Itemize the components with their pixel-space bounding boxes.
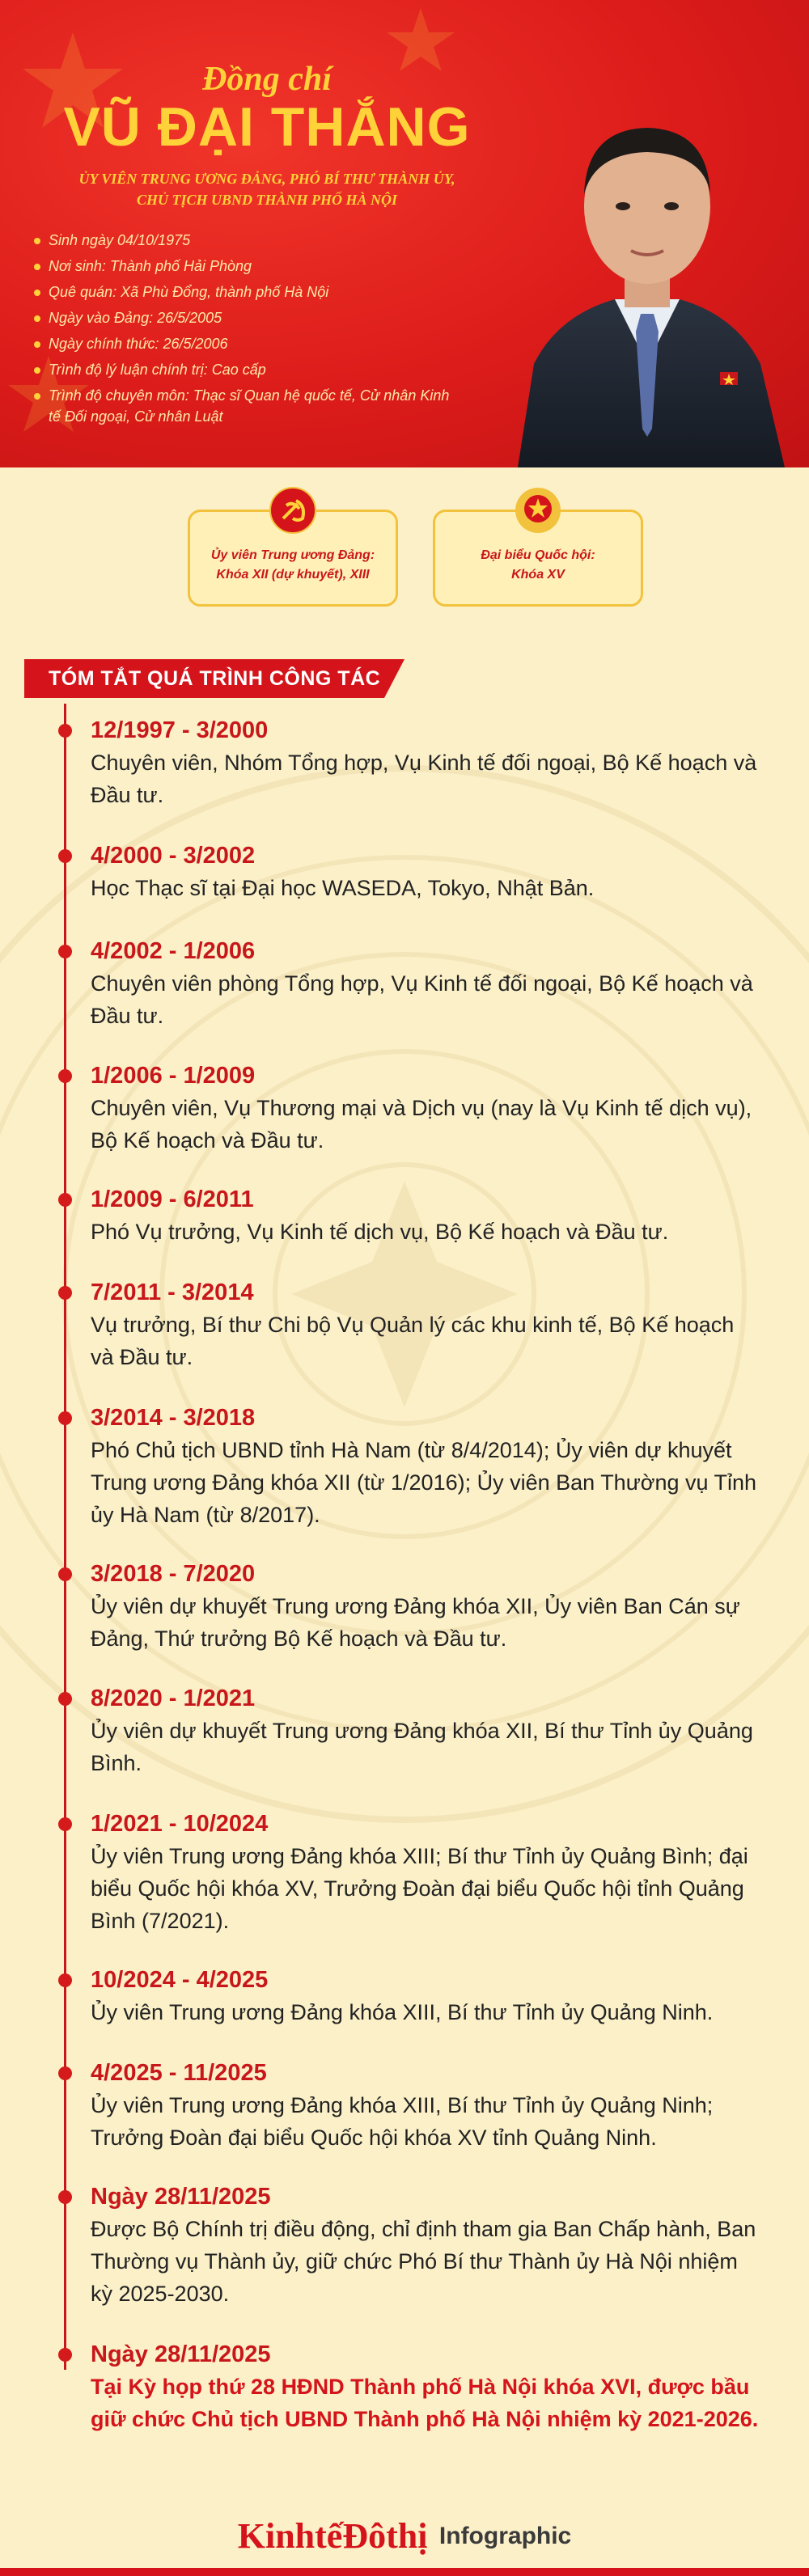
position-title xyxy=(0,168,534,210)
timeline-date: 4/2000 - 3/2002 xyxy=(91,843,256,869)
timeline-date: 12/1997 - 3/2000 xyxy=(91,717,269,743)
national-emblem-icon xyxy=(514,486,562,535)
timeline-description: Được Bộ Chính trị điều động, chỉ định tham gia Ban Chấp hành, Ban Thường vụ Thành ủy, giữ chức Phó Bí thư Thành ủy Hà Nội nhiệm kỳ 2025-2030. xyxy=(91,2217,756,2306)
timeline-dot xyxy=(58,1193,72,1207)
footer xyxy=(0,2515,809,2564)
timeline-dot xyxy=(58,1817,72,1831)
timeline-dot xyxy=(58,1411,72,1425)
profile-header xyxy=(0,0,809,467)
timeline-description: Ủy viên Trung ương Đảng khóa XIII, Bí thư Tỉnh ủy Quảng Ninh. xyxy=(91,2000,714,2024)
timeline-dot xyxy=(58,1692,72,1706)
timeline-description: Vụ trưởng, Bí thư Chi bộ Vụ Quản lý các khu kinh tế, Bộ Kế hoạch và Đầu tư. xyxy=(91,1313,735,1369)
timeline-description: Học Thạc sĩ tại Đại học WASEDA, Tokyo, Nhật Bản. xyxy=(91,876,595,900)
national-assembly-text xyxy=(435,546,641,585)
timeline-description: Ủy viên Trung ương Đảng khóa XIII, Bí thư Tỉnh ủy Quảng Ninh; Trưởng Đoàn đại biểu Quốc hội khóa XV tỉnh Quảng Ninh. xyxy=(91,2093,714,2150)
portrait-photo xyxy=(485,57,809,467)
infographic-label: Infographic xyxy=(438,2522,572,2549)
timeline-dot xyxy=(58,2190,72,2204)
central-committee-terms: Khóa XII (dự khuyết), XIII xyxy=(216,568,370,582)
career-summary-title: TÓM TẮT QUÁ TRÌNH CÔNG TÁC xyxy=(49,667,381,690)
timeline-dot xyxy=(58,1567,72,1581)
fact-official-date: Ngày chính thức: 26/5/2006 xyxy=(32,333,453,354)
timeline-dot xyxy=(58,1069,72,1083)
fact-birthplace: Nơi sinh: Thành phố Hải Phòng xyxy=(32,256,453,277)
timeline-description: Ủy viên Trung ương Đảng khóa XIII; Bí thư Tỉnh ủy Quảng Bình; đại biểu Quốc hội khóa XV, Trưởng Đoàn đại biểu Quốc hội tỉnh Quảng Bình (7/2021). xyxy=(91,1844,748,1933)
party-emblem-icon xyxy=(269,486,317,535)
timeline-description-highlight: Tại Kỳ họp thứ 28 HĐND Thành phố Hà Nội khóa XVI, được bầu giữ chức Chủ tịch UBND Thành phố Hà Nội nhiệm kỳ 2021-2026. xyxy=(91,2375,759,2431)
fact-birthdate: Sinh ngày 04/10/1975 xyxy=(32,230,453,251)
timeline-date: 7/2011 - 3/2014 xyxy=(91,1280,254,1305)
timeline-dot xyxy=(58,2348,72,2362)
position-line-2: CHỦ TỊCH UBND THÀNH PHỐ HÀ NỘI xyxy=(136,192,398,208)
national-assembly-badge xyxy=(433,510,643,607)
timeline-date: 3/2014 - 3/2018 xyxy=(91,1405,256,1431)
bottom-bar xyxy=(0,2568,809,2576)
timeline-date: 1/2021 - 10/2024 xyxy=(91,1811,269,1837)
fact-hometown: Quê quán: Xã Phù Đổng, thành phố Hà Nội xyxy=(32,281,453,302)
timeline-description: Chuyên viên, Vụ Thương mại và Dịch vụ (nay là Vụ Kinh tế dịch vụ), Bộ Kế hoạch và Đầu tư. xyxy=(91,1096,752,1153)
bio-facts-list xyxy=(32,230,453,432)
central-committee-label: Ủy viên Trung ương Đảng: xyxy=(210,548,375,562)
honorific: Đồng chí xyxy=(202,61,332,98)
timeline-dot xyxy=(58,849,72,863)
fact-party-join-date: Ngày vào Đảng: 26/5/2005 xyxy=(32,307,453,328)
person-name: VŨ ĐẠI THẮNG xyxy=(63,96,471,158)
national-assembly-term: Khóa XV xyxy=(511,568,565,582)
timeline-date: 3/2018 - 7/2020 xyxy=(91,1561,256,1587)
timeline-description: Ủy viên dự khuyết Trung ương Đảng khóa XII, Ủy viên Ban Cán sự Đảng, Thứ trưởng Bộ Kế hoạch và Đầu tư. xyxy=(91,1594,740,1651)
central-committee-badge xyxy=(188,510,398,607)
timeline-dot xyxy=(58,724,72,738)
timeline-date: 8/2020 - 1/2021 xyxy=(91,1686,256,1711)
timeline-date: Ngày 28/11/2025 xyxy=(91,2184,271,2210)
fact-political-theory: Trình độ lý luận chính trị: Cao cấp xyxy=(32,359,453,380)
career-summary-heading xyxy=(24,659,404,698)
timeline-description: Ủy viên dự khuyết Trung ương Đảng khóa XII, Bí thư Tỉnh ủy Quảng Bình. xyxy=(91,1719,753,1775)
brand-logo: KinhtếĐôthị xyxy=(237,2516,428,2556)
timeline-description: Chuyên viên, Nhóm Tổng hợp, Vụ Kinh tế đối ngoại, Bộ Kế hoạch và Đầu tư. xyxy=(91,751,757,807)
timeline-date: 1/2006 - 1/2009 xyxy=(91,1063,256,1089)
position-line-1: ỦY VIÊN TRUNG ƯƠNG ĐẢNG, PHÓ BÍ THƯ THÀNH ỦY, xyxy=(78,171,455,187)
timeline-dot xyxy=(58,945,72,958)
timeline-date: 4/2025 - 11/2025 xyxy=(91,2060,267,2086)
timeline-date: Ngày 28/11/2025 xyxy=(91,2341,271,2367)
timeline-description: Phó Vụ trưởng, Vụ Kinh tế dịch vụ, Bộ Kế hoạch và Đầu tư. xyxy=(91,1220,669,1244)
timeline-description: Chuyên viên phòng Tổng hợp, Vụ Kinh tế đối ngoại, Bộ Kế hoạch và Đầu tư. xyxy=(91,971,753,1028)
timeline-dot xyxy=(58,1973,72,1987)
national-assembly-label: Đại biểu Quốc hội: xyxy=(481,548,595,562)
timeline-date: 4/2002 - 1/2006 xyxy=(91,938,256,964)
fact-education: Trình độ chuyên môn: Thạc sĩ Quan hệ quốc tế, Cử nhân Kinh tế Đối ngoại, Cử nhân Luật xyxy=(32,385,453,427)
timeline-dot xyxy=(58,2066,72,2080)
timeline-dot xyxy=(58,1286,72,1300)
timeline-date: 10/2024 - 4/2025 xyxy=(91,1967,269,1993)
timeline-date: 1/2009 - 6/2011 xyxy=(91,1186,254,1212)
timeline-description: Phó Chủ tịch UBND tỉnh Hà Nam (từ 8/4/2014); Ủy viên dự khuyết Trung ương Đảng khóa XII (từ 1/2016); Ủy viên Ban Thường vụ Tỉnh ủy Hà Nam (từ 8/2017). xyxy=(91,1438,757,1527)
central-committee-text xyxy=(190,546,396,585)
